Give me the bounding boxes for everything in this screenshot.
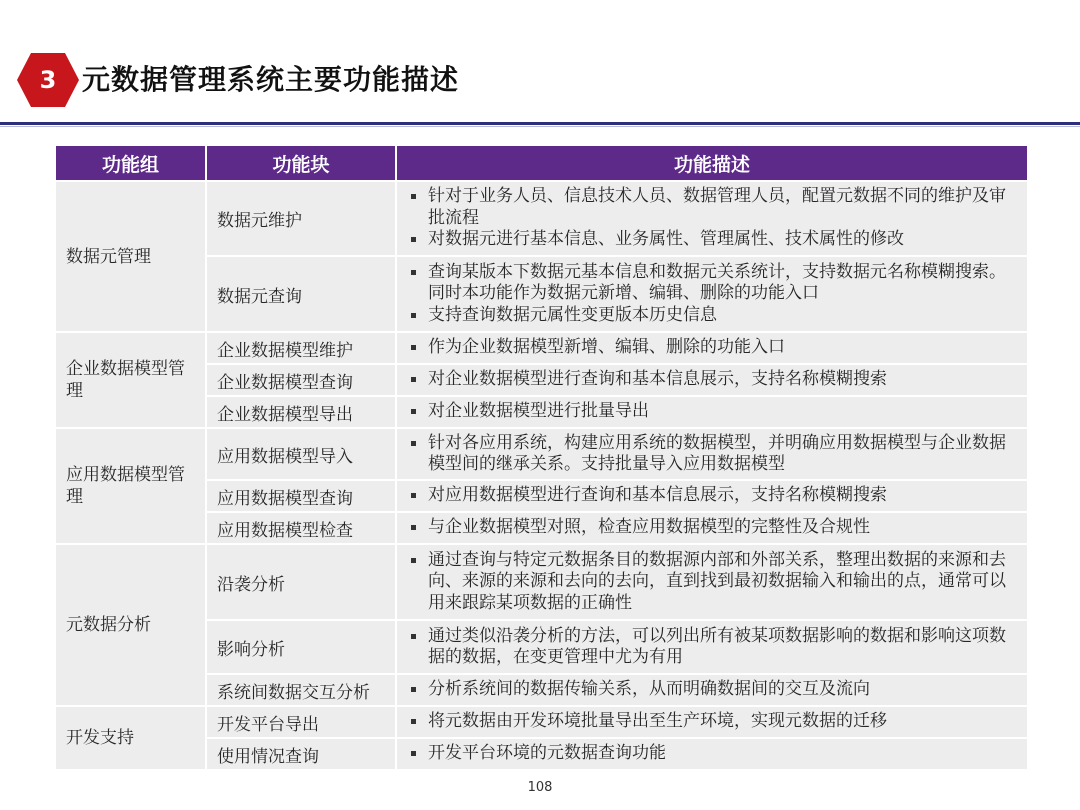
column-header-description: 功能描述 — [396, 145, 1028, 181]
block-cell: 数据元维护 — [206, 181, 396, 256]
group-cell: 开发支持 — [55, 706, 206, 770]
block-cell: 应用数据模型导入 — [206, 428, 396, 480]
description-cell — [396, 332, 1028, 364]
page-title: 元数据管理系统主要功能描述 — [82, 63, 460, 96]
description-bullet: 对应用数据模型进行查询和基本信息展示，支持名称模糊搜索 — [407, 485, 1017, 507]
description-bullet: 对企业数据模型进行查询和基本信息展示，支持名称模糊搜索 — [407, 369, 1017, 391]
title-divider-thin — [0, 126, 1080, 127]
table-row — [55, 706, 1028, 738]
block-cell: 企业数据模型查询 — [206, 364, 396, 396]
description-bullet: 查询某版本下数据元基本信息和数据元关系统计，支持数据元名称模糊搜索。同时本功能作为数据元新增、编辑、删除的功能入口 — [407, 262, 1017, 305]
description-cell — [396, 480, 1028, 512]
description-bullet: 通过类似沿袭分析的方法，可以列出所有被某项数据影响的数据和影响这项数据的数据，在变更管理中尤为有用 — [407, 626, 1017, 669]
block-cell: 企业数据模型导出 — [206, 396, 396, 428]
description-bullet: 对数据元进行基本信息、业务属性、管理属性、技术属性的修改 — [407, 229, 1017, 251]
table-row — [55, 181, 1028, 256]
group-cell: 数据元管理 — [55, 181, 206, 332]
description-cell — [396, 256, 1028, 332]
column-header-block: 功能块 — [206, 145, 396, 181]
block-cell: 影响分析 — [206, 620, 396, 674]
description-bullet: 分析系统间的数据传输关系，从而明确数据间的交互及流向 — [407, 679, 1017, 701]
block-cell: 应用数据模型查询 — [206, 480, 396, 512]
page-number: 108 — [527, 780, 553, 795]
description-cell — [396, 428, 1028, 480]
title-divider — [0, 122, 1080, 125]
block-cell: 数据元查询 — [206, 256, 396, 332]
description-bullet: 通过查询与特定元数据条目的数据源内部和外部关系，整理出数据的来源和去向、来源的来源和去向的去向，直到找到最初数据输入和输出的点，通常可以用来跟踪某项数据的正确性 — [407, 550, 1017, 615]
group-cell: 应用数据模型管理 — [55, 428, 206, 544]
section-number: 3 — [39, 66, 57, 94]
table-row — [55, 428, 1028, 480]
block-cell: 企业数据模型维护 — [206, 332, 396, 364]
group-cell: 元数据分析 — [55, 544, 206, 706]
description-cell — [396, 364, 1028, 396]
description-cell — [396, 544, 1028, 620]
block-cell: 系统间数据交互分析 — [206, 674, 396, 706]
description-bullet: 开发平台环境的元数据查询功能 — [407, 743, 1017, 765]
block-cell: 开发平台导出 — [206, 706, 396, 738]
description-cell — [396, 620, 1028, 674]
description-cell — [396, 738, 1028, 770]
section-number-badge — [17, 53, 79, 107]
description-bullet: 针对于业务人员、信息技术人员、数据管理人员，配置元数据不同的维护及审批流程 — [407, 186, 1017, 229]
block-cell: 应用数据模型检查 — [206, 512, 396, 544]
column-header-group: 功能组 — [55, 145, 206, 181]
description-cell — [396, 674, 1028, 706]
function-table — [54, 144, 1029, 771]
description-bullet: 将元数据由开发环境批量导出至生产环境，实现元数据的迁移 — [407, 711, 1017, 733]
block-cell: 使用情况查询 — [206, 738, 396, 770]
description-bullet: 对企业数据模型进行批量导出 — [407, 401, 1017, 423]
table-header-row — [55, 145, 1028, 181]
description-bullet: 针对各应用系统，构建应用系统的数据模型，并明确应用数据模型与企业数据模型间的继承关系。支持批量导入应用数据模型 — [407, 433, 1017, 476]
description-cell — [396, 181, 1028, 256]
description-bullet: 作为企业数据模型新增、编辑、删除的功能入口 — [407, 337, 1017, 359]
description-cell — [396, 396, 1028, 428]
description-cell — [396, 706, 1028, 738]
description-bullet: 与企业数据模型对照，检查应用数据模型的完整性及合规性 — [407, 517, 1017, 539]
block-cell: 沿袭分析 — [206, 544, 396, 620]
description-bullet: 支持查询数据元属性变更版本历史信息 — [407, 305, 1017, 327]
table-row — [55, 544, 1028, 620]
group-cell: 企业数据模型管理 — [55, 332, 206, 428]
description-cell — [396, 512, 1028, 544]
table-row — [55, 332, 1028, 364]
